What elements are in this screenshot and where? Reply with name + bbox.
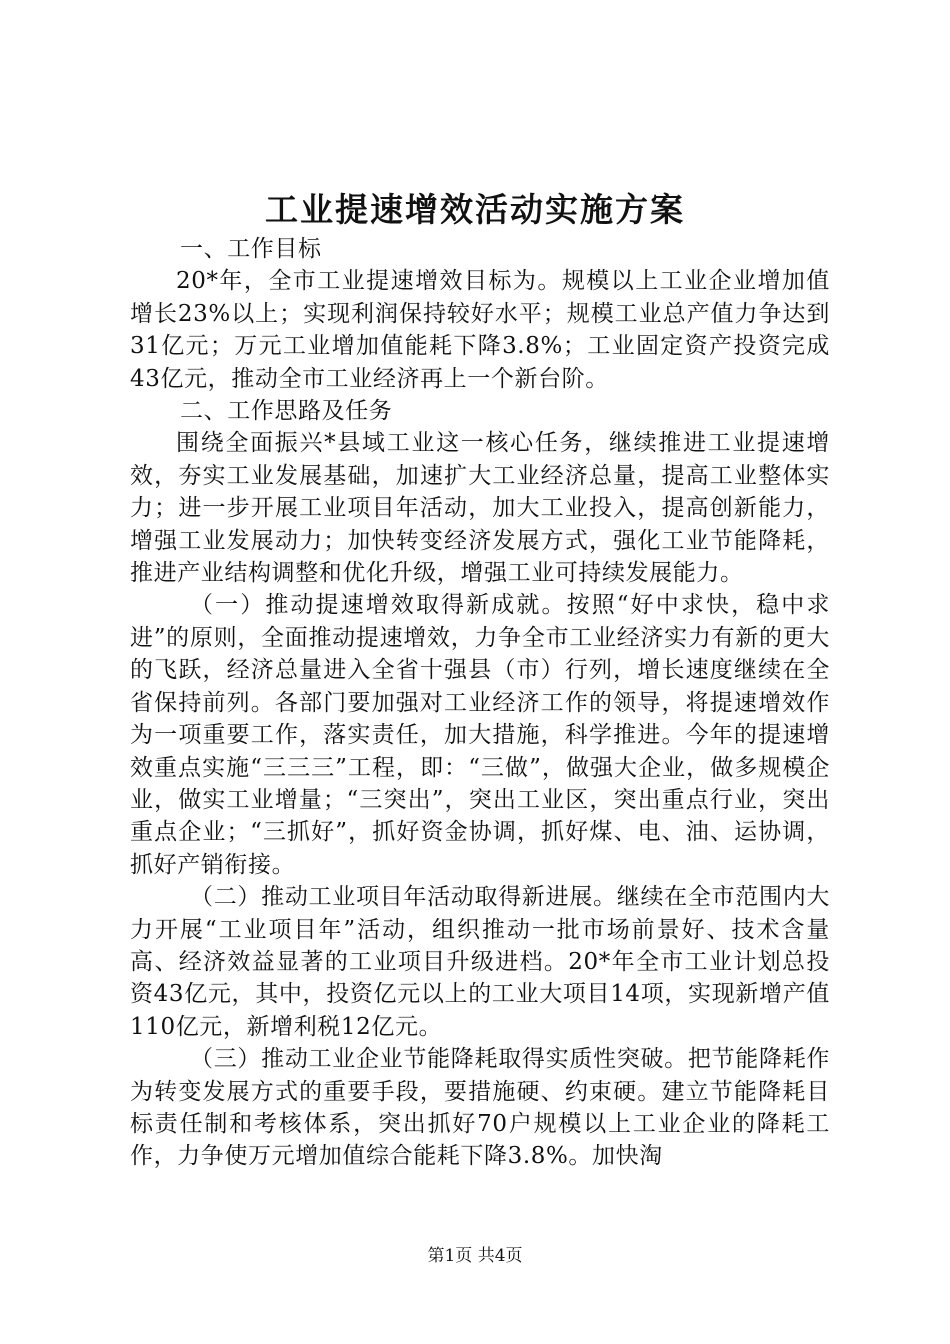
document-body xyxy=(130,233,830,1173)
paragraph-goals: 20*年，全市工业提速增效目标为。规模以上工业企业增加值增长23%以上；实现利润保持较好水平；规模工业总产值力争达到31亿元；万元工业增加值能耗下降3.8%；工业固定资产投资完成43亿元，推动全市工业经济再上一个新台阶。 xyxy=(130,268,830,392)
section-heading-goals: 一、工作目标 xyxy=(180,236,322,262)
document-title: 工业提速增效活动实施方案 xyxy=(265,190,685,229)
paragraph-item-2: （二）推动工业项目年活动取得新进展。继续在全市范围内大力开展“工业项目年”活动，组织推动一批市场前景好、技术含量高、经济效益显著的工业项目升级进档。20*年全市工业计划总投资43亿元，其中，投资亿元以上的工业大项目14项，实现新增产值110亿元，新增利税12亿元。 xyxy=(130,884,830,1040)
paragraph-item-3: （三）推动工业企业节能降耗取得实质性突破。把节能降耗作为转变发展方式的重要手段，要措施硬、约束硬。建立节能降耗目标责任制和考核体系，突出抓好70户规模以上工业企业的降耗工作，力争使万元增加值综合能耗下降3.8%。加快淘 xyxy=(130,1046,830,1170)
paragraph-item-1: （一）推动提速增效取得新成就。按照“好中求快，稳中求进”的原则，全面推动提速增效，力争全市工业经济实力有新的更大的飞跃，经济总量进入全省十强县（市）行列，增长速度继续在全省保持前列。各部门要加强对工业经济工作的领导，将提速增效作为一项重要工作，落实责任，加大措施，科学推进。今年的提速增效重点实施“三三三”工程，即：“三做”，做强大企业，做多规模企业，做实工业增量；“三突出”，突出工业区，突出重点行业，突出重点企业；“三抓好”，抓好资金协调，抓好煤、电、油、运协调，抓好产销衔接。 xyxy=(130,592,830,878)
section-heading-tasks: 二、工作思路及任务 xyxy=(180,398,393,425)
page-number-footer: 第1页 共4页 xyxy=(427,1246,523,1266)
paragraph-approach: 围绕全面振兴*县域工业这一核心任务，继续推进工业提速增效，夯实工业发展基础，加速扩大工业经济总量，提高工业整体实力；进一步开展工业项目年活动，加大工业投入，提高创新能力，增强工业发展动力；加快转变经济发展方式，强化工业节能降耗，推进产业结构调整和优化升级，增强工业可持续发展能力。 xyxy=(130,430,830,587)
